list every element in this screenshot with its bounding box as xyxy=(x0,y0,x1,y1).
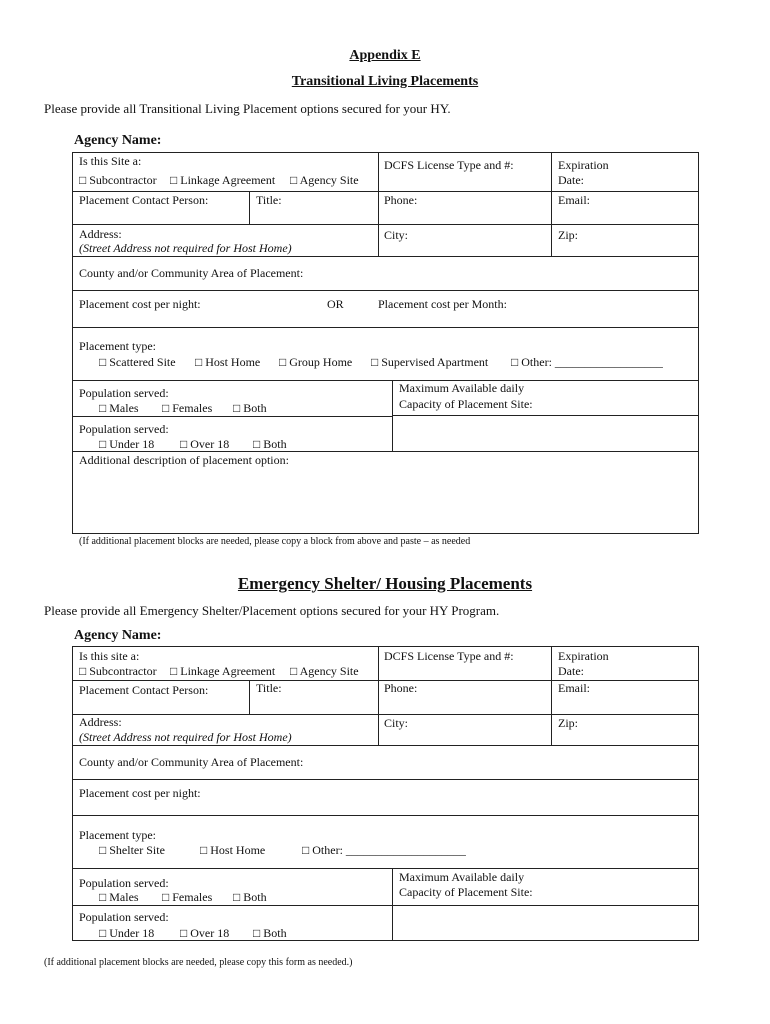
tl-cost-month-label: Placement cost per Month: xyxy=(378,297,507,311)
tl-population-label: Population served: xyxy=(79,386,169,400)
es-expiration-date-label: Date: xyxy=(558,664,584,678)
tl-max-capacity-label-2: Capacity of Placement Site: xyxy=(399,397,533,411)
es-max-capacity-label-2: Capacity of Placement Site: xyxy=(399,885,533,899)
tl-email-label: Email: xyxy=(558,193,590,207)
tl-site-subcontractor-checkbox[interactable]: □ Subcontractor xyxy=(79,173,157,187)
tl-max-capacity-label: Maximum Available daily xyxy=(399,381,525,395)
tl-expiration-date-label: Date: xyxy=(558,173,584,187)
tl-type-supervised-checkbox[interactable]: □ Supervised Apartment xyxy=(371,355,489,369)
es-section-title: Emergency Shelter/ Housing Placements xyxy=(237,574,533,593)
es-title-label: Title: xyxy=(256,681,282,695)
es-intro: Please provide all Emergency Shelter/Placement options secured for your HY Program. xyxy=(44,603,500,618)
es-age-both-checkbox[interactable]: □ Both xyxy=(253,926,287,940)
es-population-age-label: Population served: xyxy=(79,910,169,924)
tl-age-both-checkbox[interactable]: □ Both xyxy=(253,437,287,451)
tl-form-table xyxy=(72,152,699,534)
es-city-label: City: xyxy=(384,716,409,730)
es-type-other-checkbox[interactable]: □ Other: ____________________ xyxy=(302,843,466,857)
tl-type-scattered-checkbox[interactable]: □ Scattered Site xyxy=(99,355,176,369)
es-dcfs-label: DCFS License Type and #: xyxy=(384,649,514,663)
es-max-capacity-label: Maximum Available daily xyxy=(399,870,525,884)
es-zip-label: Zip: xyxy=(558,716,578,730)
tl-contact-label: Placement Contact Person: xyxy=(79,193,209,207)
tl-or-label: OR xyxy=(327,297,344,311)
es-expiration-label: Expiration xyxy=(558,649,609,663)
tl-site-linkage-checkbox[interactable]: □ Linkage Agreement xyxy=(170,173,276,187)
es-age-under18-checkbox[interactable]: □ Under 18 xyxy=(99,926,155,940)
es-pop-both-checkbox[interactable]: □ Both xyxy=(233,890,267,904)
tl-county-label: County and/or Community Area of Placement: xyxy=(79,266,304,280)
tl-type-grouphome-checkbox[interactable]: □ Group Home xyxy=(279,355,353,369)
es-address-label: Address: xyxy=(79,715,122,729)
tl-phone-label: Phone: xyxy=(384,193,418,207)
es-cost-night-label: Placement cost per night: xyxy=(79,786,201,800)
es-phone-label: Phone: xyxy=(384,681,418,695)
es-site-agency-checkbox[interactable]: □ Agency Site xyxy=(290,664,359,678)
tl-address-label: Address: xyxy=(79,227,122,241)
tl-footnote: (If additional placement blocks are needed, please copy a block from above and paste – as needed xyxy=(79,536,471,547)
tl-site-agency-checkbox[interactable]: □ Agency Site xyxy=(290,173,359,187)
es-pop-females-checkbox[interactable]: □ Females xyxy=(162,890,213,904)
tl-intro: Please provide all Transitional Living Placement options secured for your HY. xyxy=(44,101,451,116)
tl-zip-label: Zip: xyxy=(558,228,578,242)
es-placement-type-label: Placement type: xyxy=(79,828,156,842)
es-footnote: (If additional placement blocks are needed, please copy this form as needed.) xyxy=(44,957,353,968)
tl-title-label: Title: xyxy=(256,193,282,207)
es-type-shelter-checkbox[interactable]: □ Shelter Site xyxy=(99,843,165,857)
tl-type-hosthome-checkbox[interactable]: □ Host Home xyxy=(195,355,261,369)
tl-section-title: Transitional Living Placements xyxy=(291,74,479,89)
es-address-note: (Street Address not required for Host Home) xyxy=(79,730,292,744)
tl-cost-night-label: Placement cost per night: xyxy=(79,297,201,311)
tl-expiration-label: Expiration xyxy=(558,158,609,172)
tl-site-question: Is this Site a: xyxy=(79,154,142,168)
tl-age-under18-checkbox[interactable]: □ Under 18 xyxy=(99,437,155,451)
tl-city-label: City: xyxy=(384,228,409,242)
tl-pop-both-checkbox[interactable]: □ Both xyxy=(233,401,267,415)
es-age-over18-checkbox[interactable]: □ Over 18 xyxy=(180,926,230,940)
tl-type-other-checkbox[interactable]: □ Other: __________________ xyxy=(511,355,663,369)
es-county-label: County and/or Community Area of Placement: xyxy=(79,755,304,769)
es-population-label: Population served: xyxy=(79,876,169,890)
es-site-question: Is this site a: xyxy=(79,649,140,663)
es-site-subcontractor-checkbox[interactable]: □ Subcontractor xyxy=(79,664,157,678)
appendix-title: Appendix E xyxy=(349,48,421,63)
tl-age-over18-checkbox[interactable]: □ Over 18 xyxy=(180,437,230,451)
tl-pop-males-checkbox[interactable]: □ Males xyxy=(99,401,139,415)
tl-placement-type-label: Placement type: xyxy=(79,339,156,353)
es-agency-name: Agency Name: xyxy=(74,628,162,643)
tl-agency-name: Agency Name: xyxy=(74,133,162,148)
es-pop-males-checkbox[interactable]: □ Males xyxy=(99,890,139,904)
es-contact-label: Placement Contact Person: xyxy=(79,683,209,697)
tl-additional-label: Additional description of placement option: xyxy=(79,453,289,467)
es-site-linkage-checkbox[interactable]: □ Linkage Agreement xyxy=(170,664,276,678)
tl-pop-females-checkbox[interactable]: □ Females xyxy=(162,401,213,415)
es-email-label: Email: xyxy=(558,681,590,695)
es-type-hosthome-checkbox[interactable]: □ Host Home xyxy=(200,843,266,857)
tl-dcfs-label: DCFS License Type and #: xyxy=(384,158,514,172)
tl-population-age-label: Population served: xyxy=(79,422,169,436)
tl-address-note: (Street Address not required for Host Home) xyxy=(79,241,292,255)
